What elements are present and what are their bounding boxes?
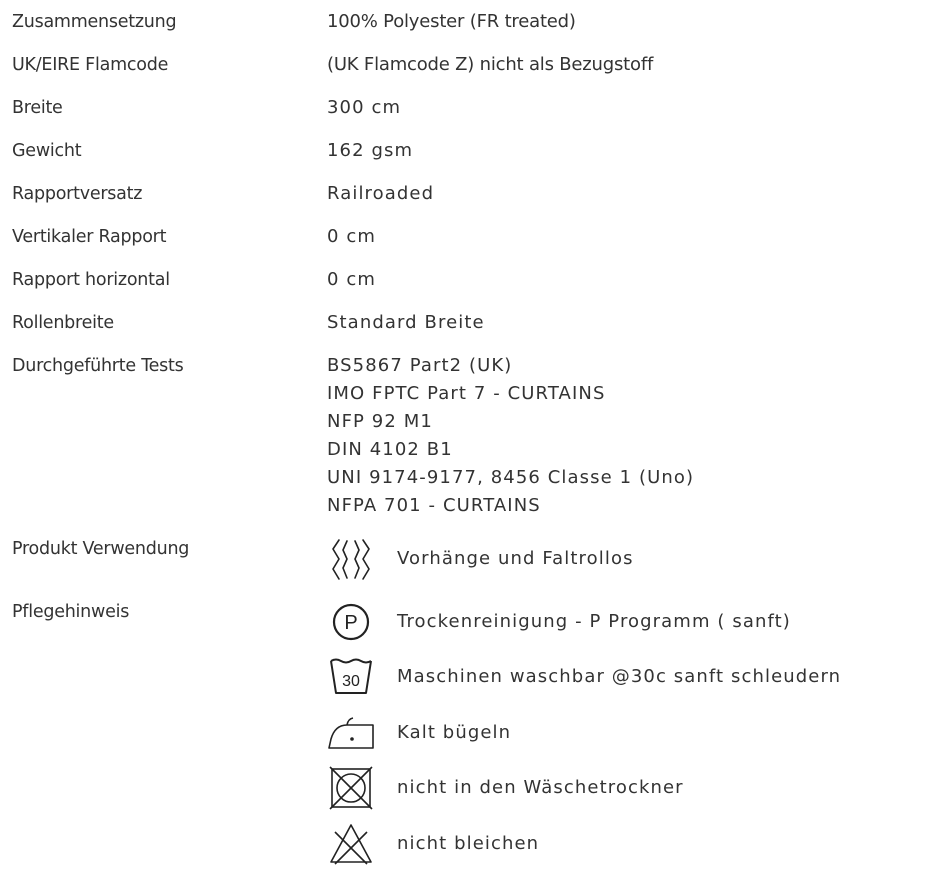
spec-value-horizontal-repeat: 0 cm [327, 269, 377, 290]
spec-label-weight: Gewicht [12, 141, 82, 161]
care-label: Pflegehinweis [12, 602, 130, 622]
spec-label-composition: Zusammensetzung [12, 12, 177, 32]
spec-label-flamecode: UK/EIRE Flamcode [12, 55, 169, 75]
usage-text: Vorhänge und Faltrollos [397, 548, 634, 569]
spec-label-horizontal-repeat: Rapport horizontal [12, 270, 170, 290]
test-item: BS5867 Part2 (UK) [327, 355, 513, 376]
svg-text:P: P [344, 612, 358, 634]
spec-value-weight: 162 gsm [327, 140, 414, 161]
test-item: IMO FPTC Part 7 - CURTAINS [327, 383, 606, 404]
care-text-no-bleach: nicht bleichen [397, 833, 540, 854]
test-item: DIN 4102 B1 [327, 439, 453, 460]
test-item: NFPA 701 - CURTAINS [327, 495, 541, 516]
spec-label-repeat-offset: Rapportversatz [12, 184, 143, 204]
test-item: NFP 92 M1 [327, 411, 433, 432]
spec-label-vertical-repeat: Vertikaler Rapport [12, 227, 167, 247]
spec-value-repeat-offset: Railroaded [327, 183, 435, 204]
care-text-iron: Kalt bügeln [397, 722, 512, 743]
spec-value-width: 300 cm [327, 97, 402, 118]
spec-label-width: Breite [12, 98, 63, 118]
care-text-no-tumble-dry: nicht in den Wäschetrockner [397, 777, 684, 798]
iron-low-icon [327, 709, 375, 757]
care-text-dry-clean: Trockenreinigung - P Programm ( sanft) [397, 611, 791, 632]
spec-value-composition: 100% Polyester (FR treated) [327, 11, 576, 32]
curtain-icon [327, 535, 375, 583]
spec-value-flamecode: (UK Flamcode Z) nicht als Bezugstoff [327, 54, 654, 75]
test-item: UNI 9174-9177, 8456 Classe 1 (Uno) [327, 467, 695, 488]
no-tumble-dry-icon [327, 764, 375, 812]
dry-clean-p-icon [327, 598, 375, 646]
wash-30-icon [327, 653, 375, 701]
spec-value-roll-width: Standard Breite [327, 312, 485, 333]
care-text-wash: Maschinen waschbar @30c sanft schleudern [397, 666, 842, 687]
tests-list [327, 352, 694, 520]
spec-value-vertical-repeat: 0 cm [327, 226, 377, 247]
usage-label: Produkt Verwendung [12, 539, 190, 559]
no-bleach-icon [327, 820, 375, 868]
tests-label: Durchgeführte Tests [12, 356, 184, 376]
svg-text:30: 30 [342, 673, 360, 690]
spec-label-roll-width: Rollenbreite [12, 313, 114, 333]
